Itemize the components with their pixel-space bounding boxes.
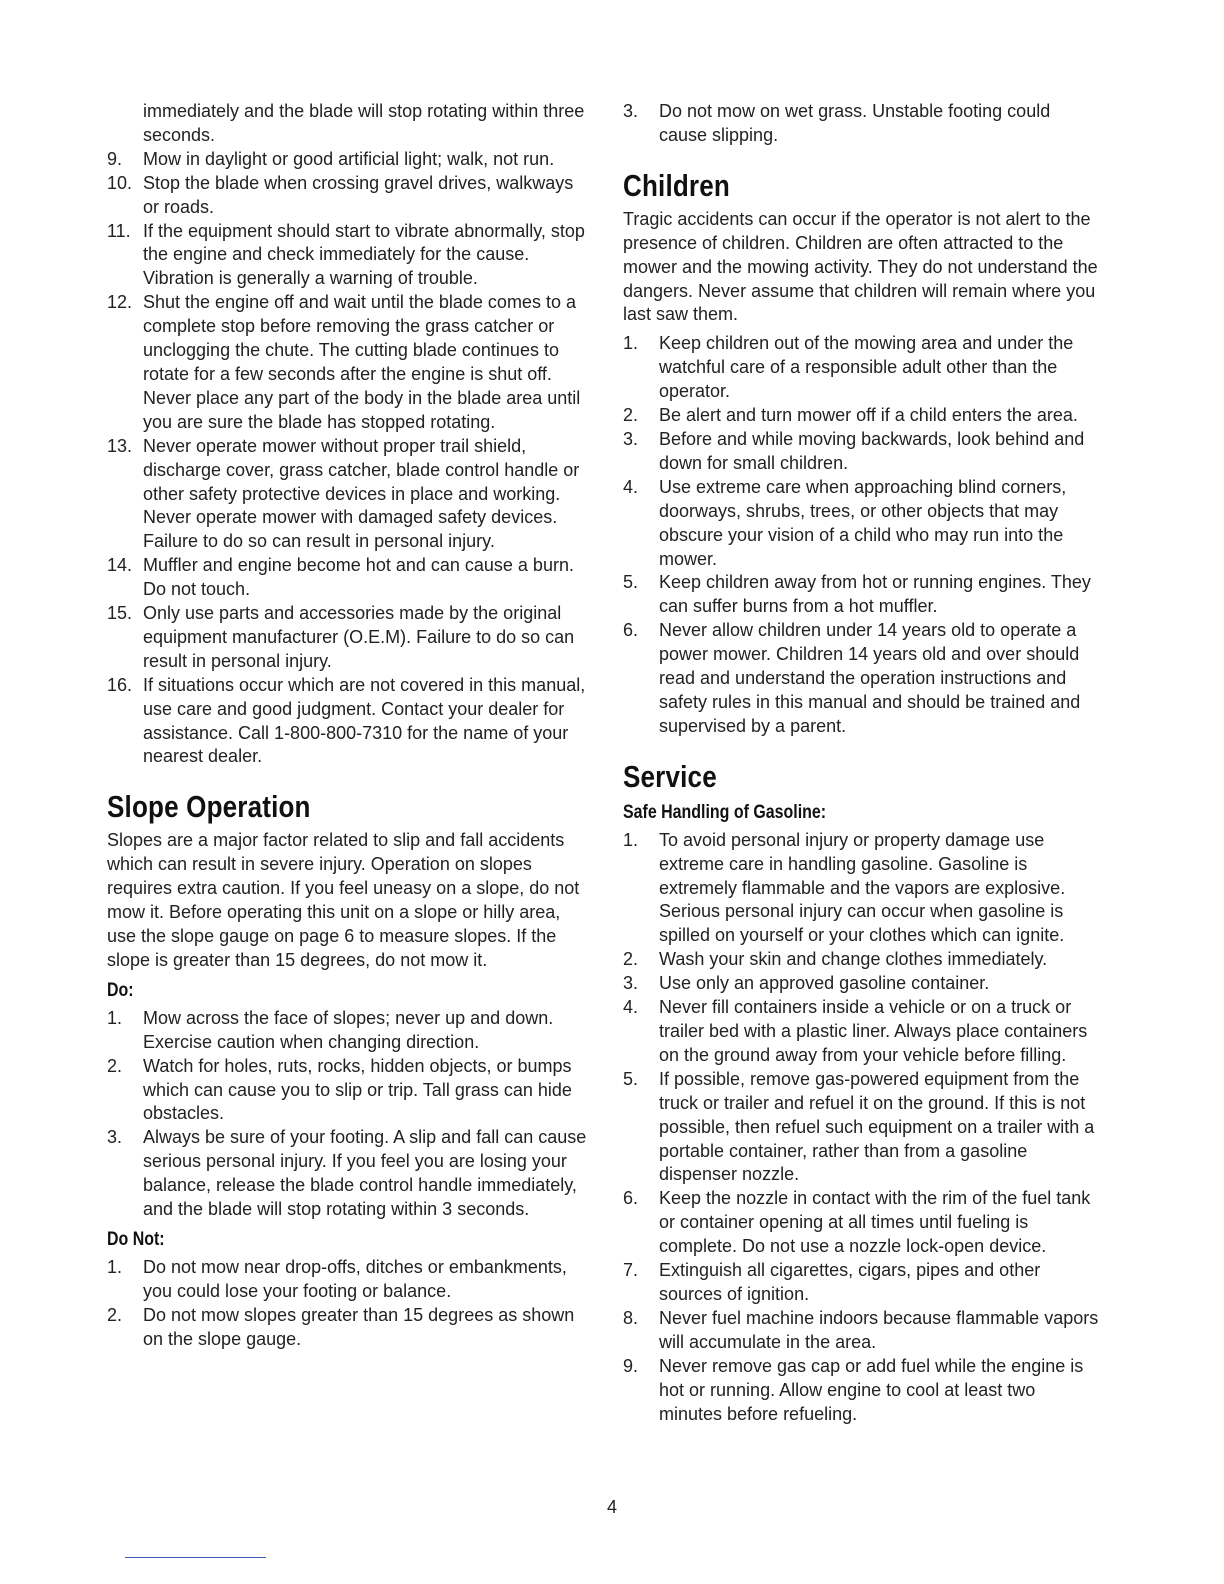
- list-item: 4. Never fill containers inside a vehicle or on a truck or trailer bed with a plastic liner. Always place containers on the ground away from your vehicle before filling.: [623, 997, 1088, 1065]
- list-item: 6. Never allow children under 14 years old to operate a power mower. Children 14 years old and over should read and understand the operation instructions and safety rules in this manual and should be trained and supervised by a parent.: [623, 620, 1081, 736]
- do-not-list-continued: [623, 100, 1103, 148]
- list-item: 6. Keep the nozzle in contact with the rim of the fuel tank or container opening at all times until fueling is complete. Do not use a nozzle lock-open device.: [623, 1188, 1091, 1257]
- list-item: 5. Keep children away from hot or running engines. They can suffer burns from a hot muffler.: [623, 572, 1091, 617]
- do-not-list: [107, 1256, 589, 1352]
- list-item: 2. Do not mow slopes greater than 15 degrees as shown on the slope gauge.: [107, 1304, 575, 1349]
- list-item: 3. Always be sure of your footing. A slip and fall can cause serious personal injury. If you feel you are losing your balance, release the blade control handle immediately, and the blade will stop rotating within 3 seconds.: [107, 1127, 587, 1220]
- list-item: 3. Use only an approved gasoline container.: [623, 973, 990, 994]
- list-item: 9. Mow in daylight or good artificial light; walk, not run.: [107, 148, 555, 169]
- list-item: 8. Never fuel machine indoors because flammable vapors will accumulate in the area.: [623, 1307, 1099, 1352]
- safe-handling-heading: Safe Handling of Gasoline:: [623, 801, 827, 823]
- list-item: 11. If the equipment should start to vibrate abnormally, stop the engine and check immediately for the cause. Vibration is generally a warning of trouble.: [107, 220, 585, 289]
- list-item: 3. Do not mow on wet grass. Unstable footing could cause slipping.: [623, 101, 1051, 145]
- safety-list-continued: [107, 148, 589, 770]
- list-item: 1. To avoid personal injury or property damage use extreme care in handling gasoline. Gasoline is extremely flammable and the vapors are explosive. Serious personal injury can occur when gasoline is spilled on yourself or your clothes which can ignite.: [623, 829, 1066, 946]
- list-item: 2. Wash your skin and change clothes immediately.: [623, 949, 1048, 970]
- list-item: 13. Never operate mower without proper trail shield, discharge cover, grass catcher, blade control handle or other safety protective devices in place and working. Never operate mower with damaged safety devices. Failure to do so can result in personal injury.: [107, 435, 580, 552]
- list-item: 1. Mow across the face of slopes; never up and down. Exercise caution when changing direction.: [107, 1007, 554, 1052]
- list-item: 9. Never remove gas cap or add fuel while the engine is hot or running. Allow engine to cool at least two minutes before refueling.: [623, 1355, 1084, 1424]
- gasoline-list: [623, 829, 1103, 1427]
- page-number: 4: [606, 1497, 617, 1517]
- list-item: 10. Stop the blade when crossing gravel drives, walkways or roads.: [107, 172, 574, 217]
- do-heading: Do:: [107, 979, 134, 1001]
- do-list: [107, 1007, 589, 1222]
- footer-rule: [125, 1557, 266, 1558]
- slope-intro: Slopes are a major factor related to slip and fall accidents which can result in severe injury. Operation on slopes requires extra caution. If you feel uneasy on a slope, do not mow it. Before operating this unit on a slope or hilly area, use the slope gauge on page 6 to measure slopes. If the slope is greater than 15 degrees, do not mow it.: [107, 830, 580, 970]
- list-item: 1. Do not mow near drop-offs, ditches or embankments, you could lose your footing or balance.: [107, 1256, 567, 1301]
- list-item: 1. Keep children out of the mowing area and under the watchful care of a responsible adult other than the operator.: [623, 333, 1074, 402]
- continuation-text: immediately and the blade will stop rotating within three seconds.: [143, 101, 585, 145]
- list-item: 16. If situations occur which are not covered in this manual, use care and good judgment. Contact your dealer for assistance. Call 1-800-800-7310 for the name of your nearest dealer.: [107, 674, 586, 767]
- list-item: 2. Be alert and turn mower off if a child enters the area.: [623, 405, 1078, 426]
- list-item: 15. Only use parts and accessories made by the original equipment manufacturer (O.E.M). Failure to do so can result in personal injury.: [107, 603, 575, 671]
- slope-operation-heading: Slope Operation: [107, 789, 311, 825]
- right-column: [623, 100, 1103, 1426]
- list-item: 12. Shut the engine off and wait until the blade comes to a complete stop before removing the grass catcher or unclogging the chute. The cutting blade continues to rotate for a few seconds after the engine is shut off. Never place any part of the body in the blade area until you are sure the blade has stopped rotating.: [107, 292, 581, 432]
- list-item: 5. If possible, remove gas-powered equipment from the truck or trailer and refuel it on the ground. If this is not possible, then refuel such equipment on a trailer with a portable container, rather than from a gasoline dispenser nozzle.: [623, 1068, 1095, 1185]
- do-not-heading: Do Not:: [107, 1228, 165, 1250]
- children-list: [623, 332, 1103, 738]
- service-heading: Service: [623, 758, 717, 794]
- list-item: 14. Muffler and engine become hot and can cause a burn. Do not touch.: [107, 555, 574, 600]
- list-item: 3. Before and while moving backwards, look behind and down for small children.: [623, 428, 1085, 473]
- children-intro: Tragic accidents can occur if the operator is not alert to the presence of children. Children are often attracted to the mower and the mowing activity. They do not understand the dangers. Never assume that children will remain where you last saw them.: [623, 208, 1098, 325]
- list-item: 2. Watch for holes, ruts, rocks, hidden objects, or bumps which can cause you to slip or trip. Tall grass can hide obstacles.: [107, 1055, 572, 1124]
- children-heading: Children: [623, 167, 730, 203]
- list-item: 4. Use extreme care when approaching blind corners, doorways, shrubs, trees, or other objects that may obscure your vision of a child who may run into the mower.: [623, 476, 1067, 569]
- list-item: 7. Extinguish all cigarettes, cigars, pipes and other sources of ignition.: [623, 1260, 1041, 1304]
- left-column: [107, 100, 589, 1352]
